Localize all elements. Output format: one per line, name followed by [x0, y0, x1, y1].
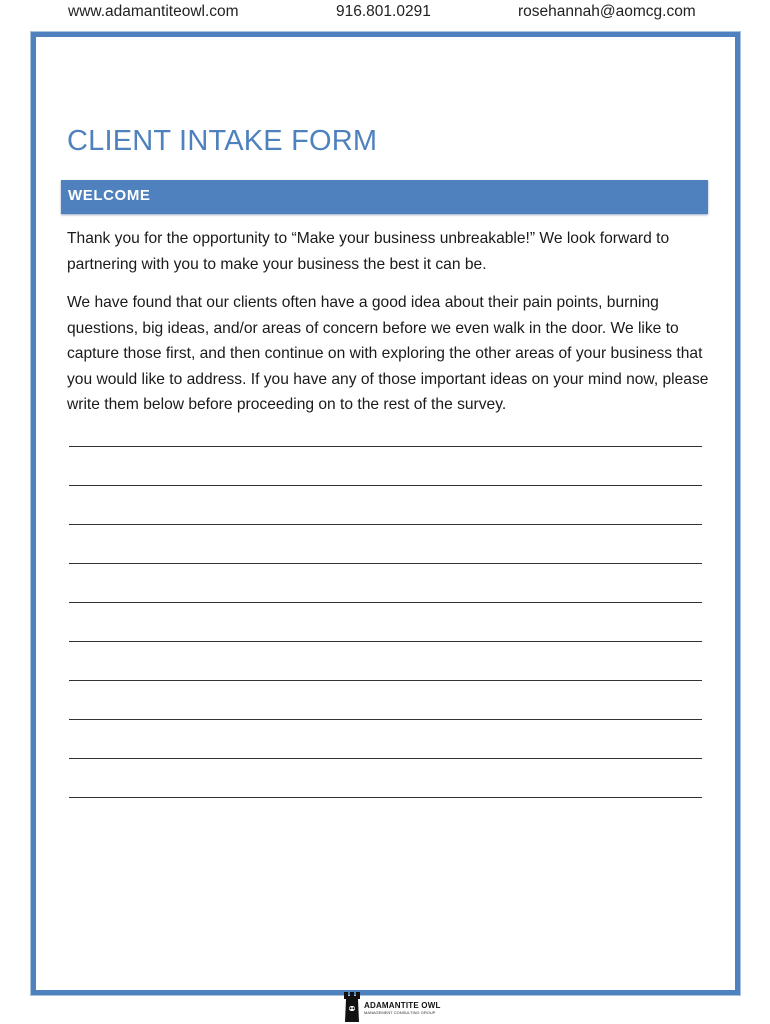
- answer-line[interactable]: [69, 680, 702, 681]
- page-header: [0, 0, 770, 26]
- answer-line[interactable]: [69, 524, 702, 525]
- header-phone: 916.801.0291: [336, 3, 431, 20]
- logo-tagline: MANAGEMENT CONSULTING GROUP: [364, 1010, 436, 1015]
- answer-line[interactable]: [69, 446, 702, 447]
- section-label: WELCOME: [68, 187, 151, 204]
- logo-name: ADAMANTITE OWL: [364, 1001, 441, 1010]
- tower-icon: [342, 992, 362, 1022]
- intro-paragraph: Thank you for the opportunity to “Make your business unbreakable!” We look forward to partnering with you to make your business the best it can be.: [67, 230, 670, 273]
- form-title: CLIENT INTAKE FORM: [67, 125, 378, 157]
- answer-line[interactable]: [69, 797, 702, 798]
- answer-line[interactable]: [69, 719, 702, 720]
- answer-line[interactable]: [69, 485, 702, 486]
- header-email: rosehannah@aomcg.com: [518, 3, 696, 20]
- header-website: www.adamantiteowl.com: [68, 3, 239, 20]
- answer-line[interactable]: [69, 758, 702, 759]
- company-logo: [342, 992, 441, 1022]
- instructions-paragraph: We have found that our clients often have a good idea about their pain points, burning questions, big ideas, and/or areas of concern before we even walk in the door. We like to capture those first, and then continue on with exploring the other areas of your business that you would like to address. If you have any of those important ideas on your mind now, please write them below before proceeding on to the rest of the survey.: [67, 294, 709, 413]
- page-frame: [31, 32, 740, 995]
- answer-line[interactable]: [69, 641, 702, 642]
- answer-line[interactable]: [69, 602, 702, 603]
- section-header-welcome: [61, 180, 708, 214]
- answer-line[interactable]: [69, 563, 702, 564]
